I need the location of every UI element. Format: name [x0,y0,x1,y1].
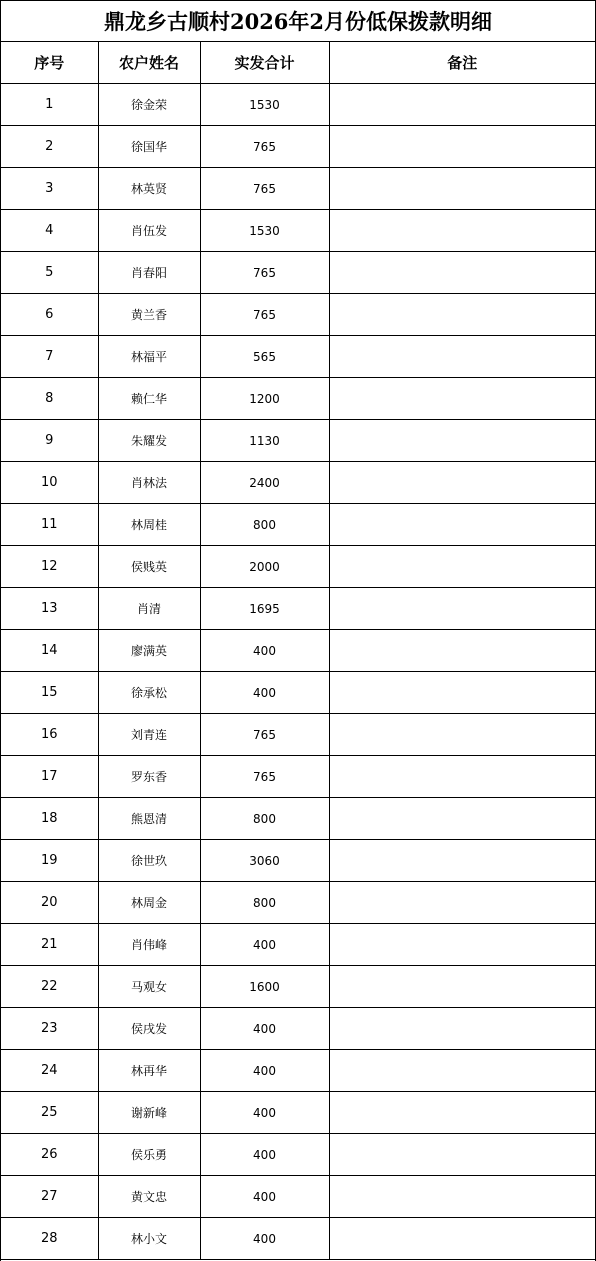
table-row [1,1092,595,1134]
table-row [1,336,595,378]
row-name: 谢新峰 [98,1092,200,1134]
row-name: 熊恩清 [98,798,200,840]
row-name: 朱耀发 [98,420,200,462]
row-remark [329,588,595,630]
table-row [1,462,595,504]
table-body [1,84,595,1260]
row-index: 14 [1,630,98,672]
row-amount: 1530 [200,84,329,126]
table-row [1,588,595,630]
row-remark [329,546,595,588]
row-name: 徐承松 [98,672,200,714]
row-amount: 765 [200,756,329,798]
table-row [1,1176,595,1218]
row-name: 赖仁华 [98,378,200,420]
table-row [1,1050,595,1092]
row-name: 肖伟峰 [98,924,200,966]
row-index: 4 [1,210,98,252]
row-name: 黄文忠 [98,1176,200,1218]
row-remark [329,1092,595,1134]
row-remark [329,168,595,210]
table-row [1,210,595,252]
row-index: 3 [1,168,98,210]
header-index: 序号 [1,42,98,84]
row-remark [329,504,595,546]
table-row [1,420,595,462]
row-amount: 400 [200,924,329,966]
row-remark [329,462,595,504]
row-amount: 400 [200,1134,329,1176]
row-name: 侯戌发 [98,1008,200,1050]
row-amount: 3060 [200,840,329,882]
row-name: 徐金荣 [98,84,200,126]
row-remark [329,294,595,336]
table-row [1,672,595,714]
row-remark [329,1008,595,1050]
row-index: 8 [1,378,98,420]
table-row [1,252,595,294]
row-name: 林小文 [98,1218,200,1260]
table-row [1,294,595,336]
row-amount: 400 [200,1176,329,1218]
row-name: 肖春阳 [98,252,200,294]
row-name: 侯乐勇 [98,1134,200,1176]
row-amount: 765 [200,714,329,756]
row-name: 侯贱英 [98,546,200,588]
table-row [1,630,595,672]
row-amount: 1695 [200,588,329,630]
table-row [1,756,595,798]
table-row [1,924,595,966]
row-index: 15 [1,672,98,714]
row-index: 26 [1,1134,98,1176]
allowance-table [1,42,595,1260]
row-remark [329,840,595,882]
table-row [1,84,595,126]
row-remark [329,252,595,294]
row-index: 10 [1,462,98,504]
row-remark [329,84,595,126]
row-name: 肖林法 [98,462,200,504]
row-remark [329,1134,595,1176]
row-index: 1 [1,84,98,126]
row-amount: 765 [200,294,329,336]
table-header-row [1,42,595,84]
row-amount: 765 [200,126,329,168]
table-row [1,798,595,840]
row-remark [329,630,595,672]
row-index: 19 [1,840,98,882]
row-name: 林周金 [98,882,200,924]
row-remark [329,924,595,966]
row-amount: 1130 [200,420,329,462]
row-index: 24 [1,1050,98,1092]
row-remark [329,1050,595,1092]
row-remark [329,966,595,1008]
row-amount: 400 [200,1050,329,1092]
row-amount: 400 [200,672,329,714]
row-index: 5 [1,252,98,294]
row-index: 7 [1,336,98,378]
row-amount: 800 [200,504,329,546]
row-amount: 2000 [200,546,329,588]
row-amount: 400 [200,630,329,672]
row-amount: 400 [200,1092,329,1134]
header-name: 农户姓名 [98,42,200,84]
row-name: 肖伍发 [98,210,200,252]
row-remark [329,336,595,378]
row-index: 6 [1,294,98,336]
row-index: 17 [1,756,98,798]
table-row [1,504,595,546]
row-name: 黄兰香 [98,294,200,336]
row-remark [329,1176,595,1218]
row-amount: 2400 [200,462,329,504]
row-index: 27 [1,1176,98,1218]
row-name: 林福平 [98,336,200,378]
table-row [1,1218,595,1260]
row-amount: 1600 [200,966,329,1008]
row-amount: 565 [200,336,329,378]
row-name: 肖清 [98,588,200,630]
row-index: 21 [1,924,98,966]
row-index: 20 [1,882,98,924]
table-row [1,966,595,1008]
table-row [1,546,595,588]
row-index: 16 [1,714,98,756]
table-row [1,840,595,882]
header-amount: 实发合计 [200,42,329,84]
row-name: 林再华 [98,1050,200,1092]
row-name: 马观女 [98,966,200,1008]
row-amount: 765 [200,168,329,210]
row-amount: 1200 [200,378,329,420]
table-row [1,1008,595,1050]
row-amount: 765 [200,252,329,294]
row-amount: 800 [200,798,329,840]
row-index: 13 [1,588,98,630]
row-remark [329,126,595,168]
row-remark [329,420,595,462]
table-row [1,168,595,210]
row-index: 22 [1,966,98,1008]
table-row [1,1134,595,1176]
row-remark [329,798,595,840]
row-index: 9 [1,420,98,462]
row-remark [329,714,595,756]
row-name: 廖满英 [98,630,200,672]
row-amount: 400 [200,1218,329,1260]
header-remark: 备注 [329,42,595,84]
row-index: 18 [1,798,98,840]
row-index: 28 [1,1218,98,1260]
table-row [1,882,595,924]
row-index: 2 [1,126,98,168]
row-name: 林周桂 [98,504,200,546]
row-name: 徐世玖 [98,840,200,882]
row-remark [329,756,595,798]
table-row [1,714,595,756]
row-name: 徐国华 [98,126,200,168]
page-title: 鼎龙乡古顺村2026年2月份低保拨款明细 [1,0,595,42]
row-amount: 400 [200,1008,329,1050]
row-remark [329,1218,595,1260]
row-remark [329,210,595,252]
row-remark [329,378,595,420]
row-remark [329,882,595,924]
row-amount: 800 [200,882,329,924]
row-index: 12 [1,546,98,588]
table-row [1,378,595,420]
row-amount: 1530 [200,210,329,252]
row-remark [329,672,595,714]
row-index: 23 [1,1008,98,1050]
row-name: 林英贤 [98,168,200,210]
row-index: 25 [1,1092,98,1134]
table-row [1,126,595,168]
row-name: 罗东香 [98,756,200,798]
row-index: 11 [1,504,98,546]
row-name: 刘青连 [98,714,200,756]
